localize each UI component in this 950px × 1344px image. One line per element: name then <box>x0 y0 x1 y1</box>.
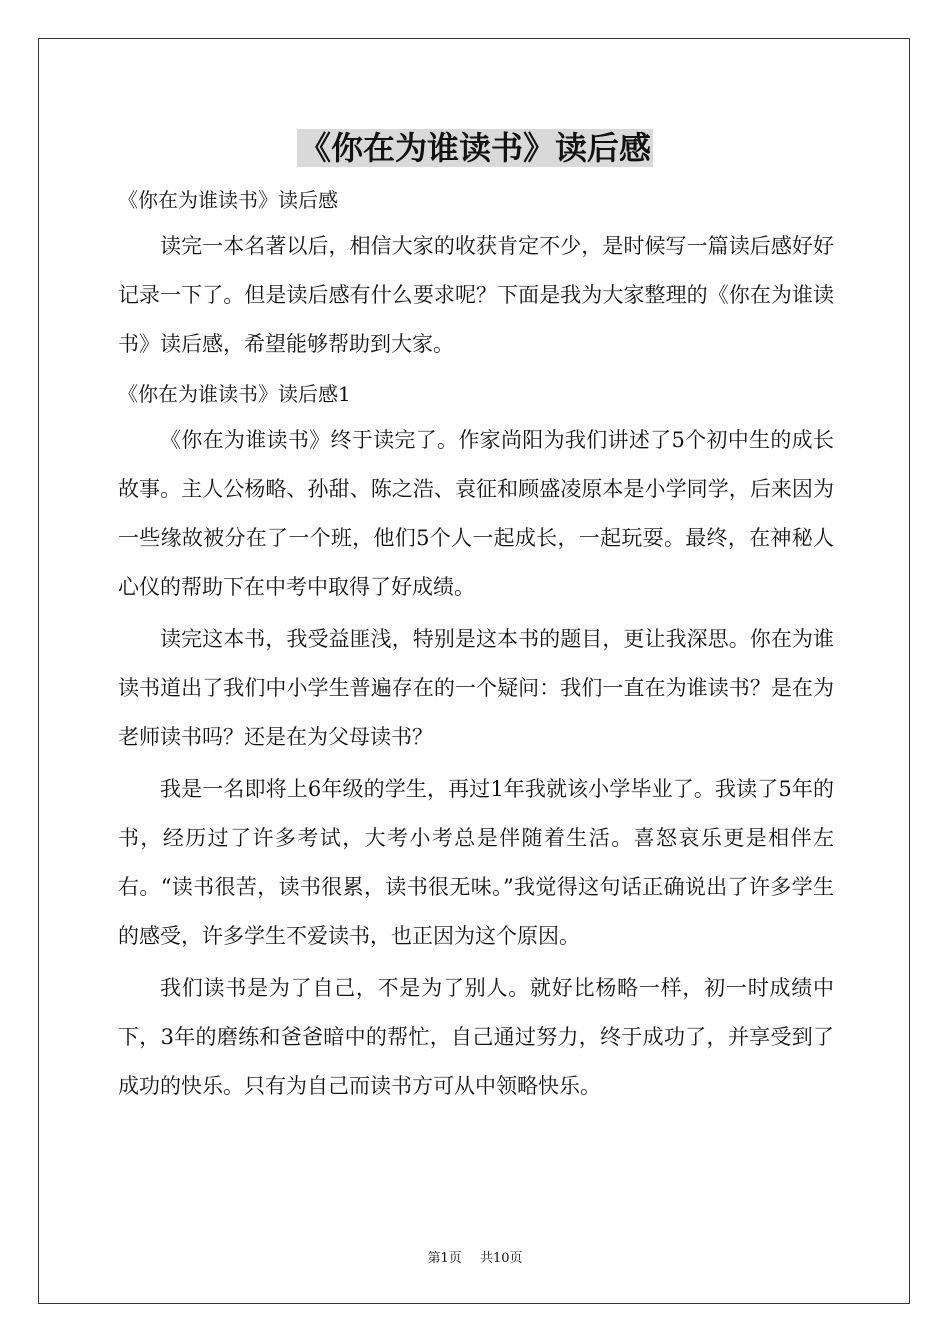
body-paragraph-1: 《你在为谁读书》终于读完了。作家尚阳为我们讲述了5个初中生的成长故事。主人公杨略、孙甜、陈之浩、袁征和顾盛凌原本是小学同学，后来因为一些缘故被分在了一个班，他们5个人一起成长，一起玩耍。最终，在神秘人心仪的帮助下在中考中取得了好成绩。 <box>118 428 834 599</box>
subtitle: 《你在为谁读书》读后感 <box>118 188 338 212</box>
page-number: 第1页 <box>427 1251 462 1266</box>
section-heading: 《你在为谁读书》读后感1 <box>118 382 351 406</box>
document-body <box>118 178 834 1114</box>
body-paragraph-2: 读完这本书，我受益匪浅，特别是这本书的题目，更让我深思。你在为谁读书道出了我们中小学生普遍存在的一个疑问：我们一直在为谁读书？是在为老师读书吗？还是在为父母读书？ <box>118 627 834 749</box>
document-title-text: 《你在为谁读书》读后感 <box>298 129 651 167</box>
body-paragraph-3: 我是一名即将上6年级的学生，再过1年我就该小学毕业了。我读了5年的书，经历过了许多考试，大考小考总是伴随着生活。喜怒哀乐更是相伴左右。“读书很苦，读书很累，读书很无味。”我觉得这句话正确说出了许多学生的感受，许多学生不爱读书，也正因为这个原因。 <box>118 777 834 948</box>
page-footer <box>0 1247 950 1266</box>
page-total: 共10页 <box>479 1251 523 1266</box>
document-title <box>0 126 950 170</box>
intro-paragraph: 读完一本名著以后，相信大家的收获肯定不少，是时候写一篇读后感好好记录一下了。但是读后感有什么要求呢？下面是我为大家整理的《你在为谁读书》读后感，希望能够帮助到大家。 <box>118 234 834 356</box>
body-paragraph-4: 我们读书是为了自己，不是为了别人。就好比杨略一样，初一时成绩中下，3年的磨练和爸爸暗中的帮忙，自己通过努力，终于成功了，并享受到了成功的快乐。只有为自己而读书方可从中领略快乐。 <box>118 976 834 1098</box>
